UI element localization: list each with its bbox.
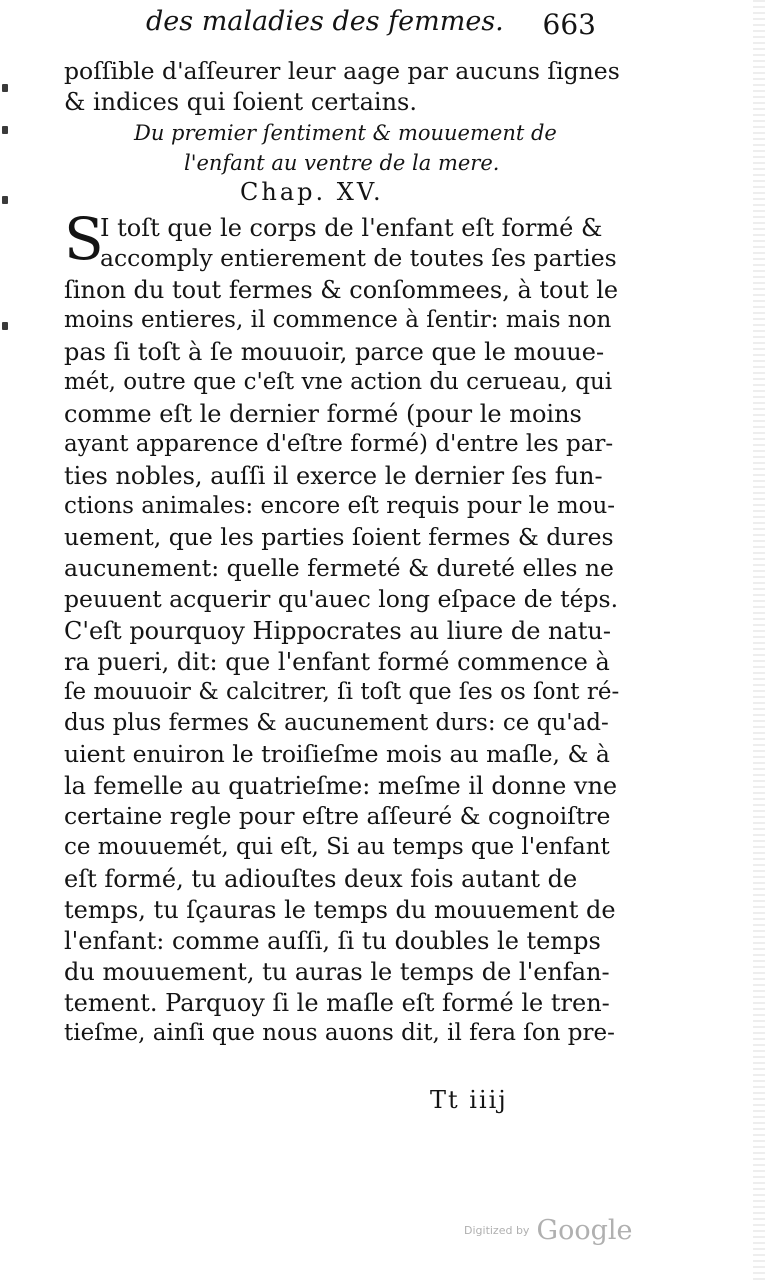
text-line: l'enfant: comme auſſi, ſi tu doubles le temps — [64, 927, 601, 955]
text-line: eſt formé, tu adiouſtes deux fois autant de — [64, 865, 578, 893]
digitized-watermark — [464, 1215, 633, 1246]
text-line: accomply entierement de toutes ſes parties — [100, 244, 617, 272]
text-line: moins entieres, il commence à ſentir: mais non — [64, 307, 612, 333]
text-line: ra pueri, dit: que l'enfant formé commence à — [64, 648, 610, 676]
text-line: tement. Parquoy ſi le maſle eſt formé le tren- — [64, 989, 610, 1017]
text-line: certaine regle pour eſtre aſſeuré & cognoiſtre — [64, 802, 611, 830]
text-line: ſinon du tout fermes & conſommees, à tout le — [64, 276, 619, 304]
gutter-bleedthrough — [0, 0, 14, 1280]
text-line: & indices qui ſoient certains. — [64, 88, 417, 116]
section-title-line-1: Du premier ſentiment & mouuement de — [134, 121, 557, 145]
text-line: poſſible d'aſſeurer leur aage par aucuns ſignes — [64, 57, 620, 85]
page-edge — [753, 0, 765, 1280]
text-line: ce mouuemét, qui eſt, Si au temps que l'enfant — [64, 834, 610, 860]
running-header — [146, 6, 596, 46]
text-line: pas ſi toſt à ſe mouuoir, parce que le mouue- — [64, 338, 605, 366]
text-line: du mouuement, tu auras le temps de l'enfan- — [64, 958, 610, 986]
chapter-heading: Chap. XV. — [240, 178, 384, 206]
text-line: I toſt que le corps de l'enfant eſt formé & — [100, 214, 603, 242]
text-line: ayant apparence d'eſtre formé) d'entre les par- — [64, 431, 614, 457]
text-line: dus plus fermes & aucunement durs: ce qu'ad- — [64, 710, 609, 736]
drop-cap: S — [64, 205, 104, 273]
text-line: ctions animales: encore eſt requis pour le mou- — [64, 493, 616, 519]
google-logo: Google — [536, 1215, 633, 1246]
signature-mark: Tt iiij — [430, 1086, 508, 1114]
text-line: la femelle au quatrieſme: meſme il donne vne — [64, 772, 618, 800]
section-title-line-2: l'enfant au ventre de la mere. — [184, 151, 500, 175]
text-line: C'eſt pourquoy Hippocrates au liure de natu- — [64, 617, 611, 645]
running-title: des maladies des femmes. — [146, 6, 504, 37]
text-line: mét, outre que c'eſt vne action du cerueau, qui — [64, 369, 613, 395]
text-line: uient enuiron le troiſieſme mois au maſle, & à — [64, 740, 610, 768]
text-line: ſe mouuoir & calcitrer, ſi toſt que ſes os ſont ré- — [64, 679, 620, 705]
text-line: tieſme, ainſi que nous auons dit, il fera ſon pre- — [64, 1020, 615, 1046]
text-line: uement, que les parties ſoient fermes & dures — [64, 523, 614, 551]
text-line: temps, tu ſçauras le temps du mouuement de — [64, 896, 616, 924]
text-line: aucunement: quelle fermeté & dureté elles ne — [64, 554, 614, 582]
text-line: comme eſt le dernier formé (pour le moins — [64, 400, 582, 428]
text-line: ties nobles, auſſi il exerce le dernier ſes fun- — [64, 462, 603, 490]
page-number: 663 — [542, 8, 596, 41]
digitized-by-label: Digitized by — [464, 1224, 530, 1237]
text-line: peuuent acquerir qu'auec long eſpace de téps. — [64, 585, 619, 613]
